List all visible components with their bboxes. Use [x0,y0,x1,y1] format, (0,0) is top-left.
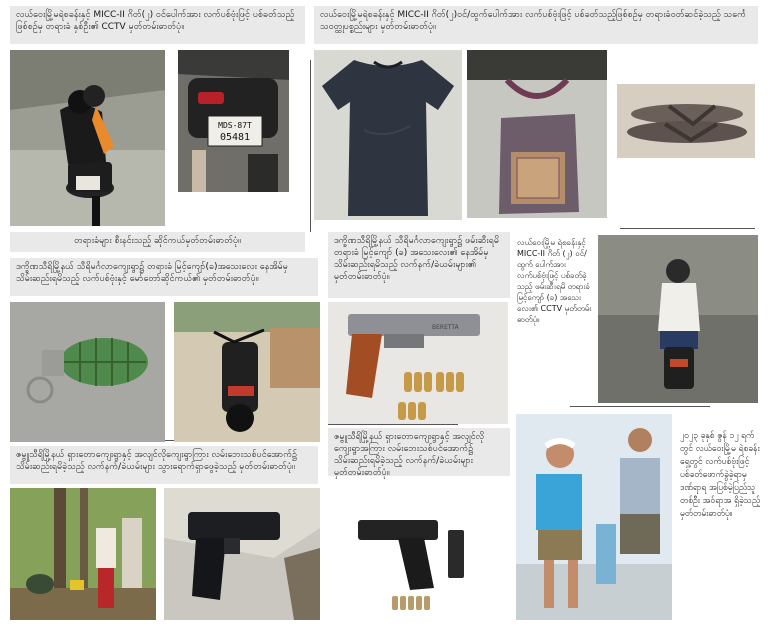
motorbike-plate-photo [178,50,289,192]
caption-motorcycle: တရားခံများ စီးနင်းသည့် ဆိုင်ကယ်မှတ်တမ်းဓာတ်ပုံ။ [10,232,305,252]
motorcycle-photo [174,302,320,442]
caption-search-weapons: ဇမ္ဗူသီရိမြို့နယ် ရှားတောကျေးရွာနှင့် အလျင်လိုကျေးရွာကြား လမ်းဘေးသစ်ပင်အောက်၌ သိမ်းဆည်းရမိခဲ့သည့် လက်နက်/ခဲယမ်းများ သွားရောက်ရှာဖွေခဲ့သည့် မှတ်တမ်းဓာတ်ပုံ။ [10,446,318,484]
divider-rule [620,228,755,229]
shoulder-bag-photo [467,50,607,218]
divider-rule [570,406,710,407]
grenade-photo [10,302,165,442]
caption-cctv-suspects: လယ်ဝေးမြို့မရဲစခန်းနှင့် MICC-II ဂိတ်(၂) ဝင်ပေါက်အား လက်ပစ်ဗုံးဖြင့် ပစ်ခတ်သည့်ဖြစ်စဉ်မှ တရားခံ နှစ်ဦး၏ CCTV မှတ်တမ်းဓာတ်ပုံ။ [10,6,305,44]
caption-suspect-items: လယ်ဝေးမြို့မရဲစခန်းနှင့် MICC-II ဂိတ်(၂)ဝင်/ထွက်ပေါက်အား လက်ပစ်ဗုံးဖြင့် ပစ်ခတ်သည့်ဖြစ်စဉ်မှ တရားခံဝတ်ဆင်ခဲ့သည့် သင်္ကေသဝတ္ထုပစ္စည်းများ မှတ်တမ်းဓာတ်ပုံ။ [314,6,758,44]
pistol-magazine-photo [328,480,508,620]
weapon-search-photo [10,488,156,620]
suspect-cctv-photo [598,235,758,403]
injured-civilian-photo [516,414,672,620]
svg-text:05481: 05481 [219,132,251,143]
tshirt-photo [314,50,462,220]
caption-seized-weapons-home: ဒက္ခိဏသီရိမြို့နယ် သီရိမင်္ဂလာကျေးရွာ၌ ဖမ်းဆီးရမိ တရားခံ မြင့်ကျော် (ခ) အသေးလေး၏ နေအိမ်မှ သိမ်းဆည်းရမိသည့် လက်နက်/ခဲယမ်းများ၏ မှတ်တမ်းဓာတ်ပုံ။ [328,232,510,298]
svg-text:MDS-87T: MDS-87T [218,121,252,130]
divider-rule [310,60,311,232]
cctv-suspects-photo [10,50,165,226]
pistol-brand-label: BERETTA [432,324,459,331]
pistol-bullets-photo [328,302,508,424]
black-pistol-photo [164,488,320,620]
caption-injured-civilian: ၂၀၂၃ ခုနှစ် ဇွန် ၁၂ ရက်တွင် လယ်ဝေးမြို့မ ရဲစခန်းရှေ့တွင် လက်ပစ်ဗုံးဖြင့် ပစ်ခတ်ဖောက်ခွဲခဲ့ရာမှ ဒဏ်ရာရ အပြစ်မဲ့ပြည်သူ တစ်ဦး အဝ်ရာအ ရှိခဲ့သည့် မှတ်တမ်းဓာတ်ပုံ။ [676,426,768,626]
caption-grenade-motorcycle: ဒက္ခိဏသီရိမြို့နယ် သီရိမင်္ဂလာကျေးရွာ၌ တရားခံ မြင့်ကျော်(ခ)အသေးလေး နေအိမ်မှ သိမ်းဆည်းရမိသည့် လက်ပစ်ဗုံးနှင့် မော်တော်ဆိုင်ကယ်၏ မှတ်တမ်းဓာတ်ပုံ။ [10,258,318,296]
caption-seized-weapons-tree: ဇမ္ဗူသီရိမြို့နယ် ရှားတောကျေးရွာနှင့် အလျင်လိုကျေးရွာအကြား လမ်းဘေးသစ်ပင်အောက်၌ သိမ်းဆည်းရမိခဲ့သည့် လက်နက်/ခဲယမ်းများ မှတ်တမ်းဓာတ်ပုံ။ [328,428,510,476]
sandals-photo [617,84,755,158]
caption-suspect-cctv: လယ်ဝေးမြို့မ ရဲစခန်းနှင့် MICC-II ဂိတ် (၂) ဝင်/ထွက် ပေါက်အား လက်ပစ်ဗုံးဖြင့် ပစ်ခတ်ခဲ့သည့် ဖမ်းဆီးရမိ တရားခံ မြင့်ကျော် (ခ) အသေးလေး၏ CCTV မှတ်တမ်း ဓာတ်ပုံ။ [514,235,598,403]
divider-rule [328,424,458,425]
